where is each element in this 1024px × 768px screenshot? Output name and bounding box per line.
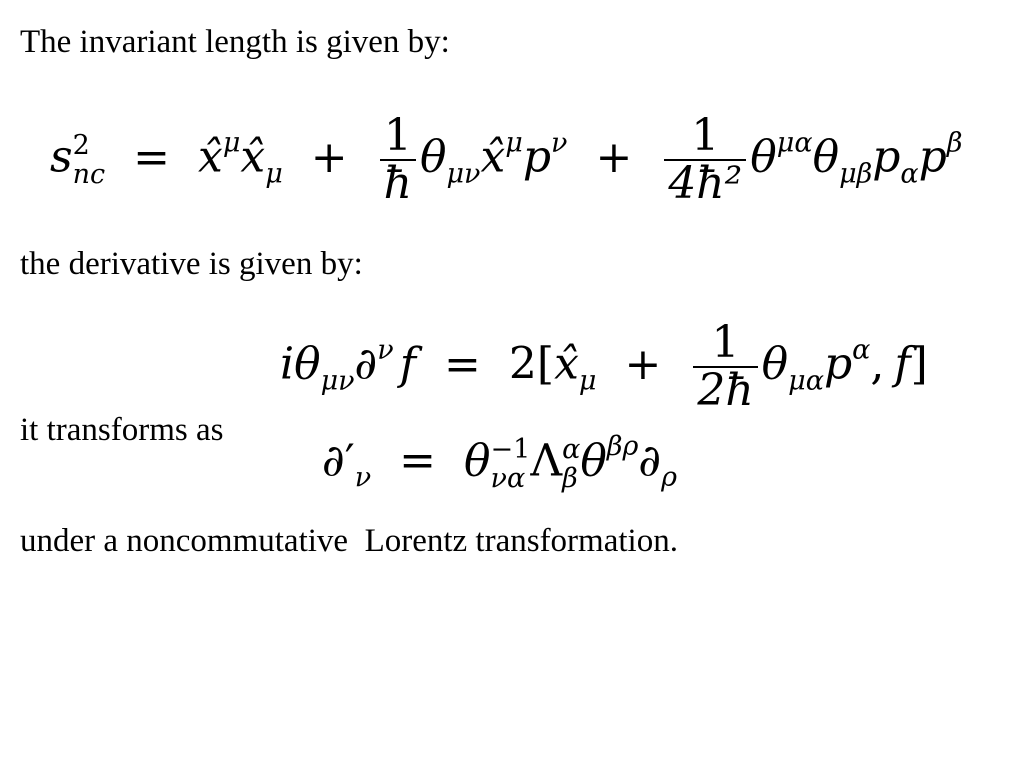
eq1-mubeta-dn: μβ: [839, 158, 873, 190]
eq2-fraction: [693, 317, 757, 417]
eq3-betarho-up: βρ: [606, 431, 639, 462]
eq1-p1: p: [522, 131, 552, 183]
eq3-theta-2: θ: [580, 435, 607, 487]
eq1-x2: x̂: [240, 131, 266, 183]
transformation-equation: [322, 433, 677, 493]
eq2-x: x̂: [554, 338, 579, 390]
eq1-fraction-2-den: 4ħ²: [668, 158, 743, 210]
eq2-mualpha-dn: μα: [788, 365, 824, 397]
eq2-plus: +: [624, 338, 662, 390]
eq3-lambda-scripts: [562, 435, 580, 493]
eq1-fraction-2: [664, 110, 746, 210]
eq3-nu-dn: ν: [354, 462, 372, 494]
eq2-mu-dn: μ: [578, 365, 597, 397]
eq1-x3: x̂: [480, 131, 506, 183]
eq2-lhs: iθ: [280, 338, 321, 390]
derivative-text: the derivative is given by:: [20, 246, 363, 282]
eq3-equals: =: [399, 435, 437, 487]
eq2-comma: ,: [870, 338, 885, 390]
eq2-f: f: [399, 338, 417, 390]
eq1-munu-dn: μν: [446, 158, 481, 190]
eq2-nu-up: ν: [377, 334, 394, 366]
eq1-fraction-1-den: ħ: [383, 158, 412, 210]
eq2-close-bracket: ]: [910, 338, 928, 390]
eq2-alpha-up: α: [852, 334, 871, 366]
eq3-theta-scripts: [491, 435, 531, 493]
eq1-p3: p: [918, 131, 947, 183]
eq1-beta-up: β: [946, 127, 963, 159]
eq1-mu-up-2: μ: [505, 127, 523, 159]
eq1-theta-2: θ: [750, 131, 777, 183]
eq1-s-sup: 2: [72, 130, 90, 162]
eq1-plus-1: +: [310, 131, 348, 183]
eq3-theta: θ: [464, 435, 491, 487]
eq1-plus-2: +: [595, 131, 633, 183]
eq1-equals: =: [133, 131, 170, 183]
eq1-s-scripts: [73, 131, 106, 189]
eq1-alpha-dn: α: [900, 158, 919, 190]
eq2-fraction-den: 2ħ: [697, 365, 754, 417]
eq1-fraction-1: [380, 110, 416, 210]
derivative-equation: [280, 317, 928, 417]
eq1-nu-up: ν: [551, 127, 568, 159]
eq3-partial-2: ∂: [638, 435, 662, 487]
eq2-fraction-num: 1: [693, 320, 757, 368]
eq2-p: p: [823, 338, 853, 390]
eq2-equals: =: [444, 338, 481, 390]
eq3-alpha-up: α: [562, 433, 581, 465]
eq2-theta: θ: [761, 338, 789, 390]
eq1-mualpha-up: μα: [776, 127, 813, 159]
eq1-theta-1: θ: [419, 131, 447, 183]
eq2-two-bracket: 2[: [508, 338, 555, 390]
eq2-munu-dn: μν: [320, 365, 355, 397]
intro-text: The invariant length is given by:: [20, 24, 450, 60]
eq1-x1: x̂: [197, 131, 223, 183]
eq1-p2: p: [872, 131, 901, 183]
eq3-lambda: Λ: [530, 435, 563, 487]
eq2-f2: f: [894, 338, 911, 390]
eq3-partial-prime: ∂′: [322, 435, 355, 487]
eq1-s: s: [50, 131, 73, 183]
eq3-inverse-up: −1: [490, 433, 531, 465]
eq1-mu-up: μ: [222, 127, 241, 159]
invariant-length-equation: [50, 110, 963, 210]
eq1-fraction-2-num: 1: [664, 113, 746, 161]
eq3-nualpha-dn: να: [490, 462, 526, 494]
eq3-rho-dn: ρ: [661, 462, 677, 494]
eq1-mu-dn: μ: [265, 158, 283, 190]
outro-text: under a noncommutative Lorentz transformation.: [20, 523, 678, 559]
eq1-s-sub: nc: [72, 159, 106, 191]
eq1-fraction-1-num: 1: [380, 113, 416, 161]
eq3-beta-dn: β: [562, 462, 578, 494]
transforms-text: it transforms as: [20, 412, 224, 448]
eq1-theta-3: θ: [812, 131, 840, 183]
eq2-partial: ∂: [354, 338, 378, 390]
